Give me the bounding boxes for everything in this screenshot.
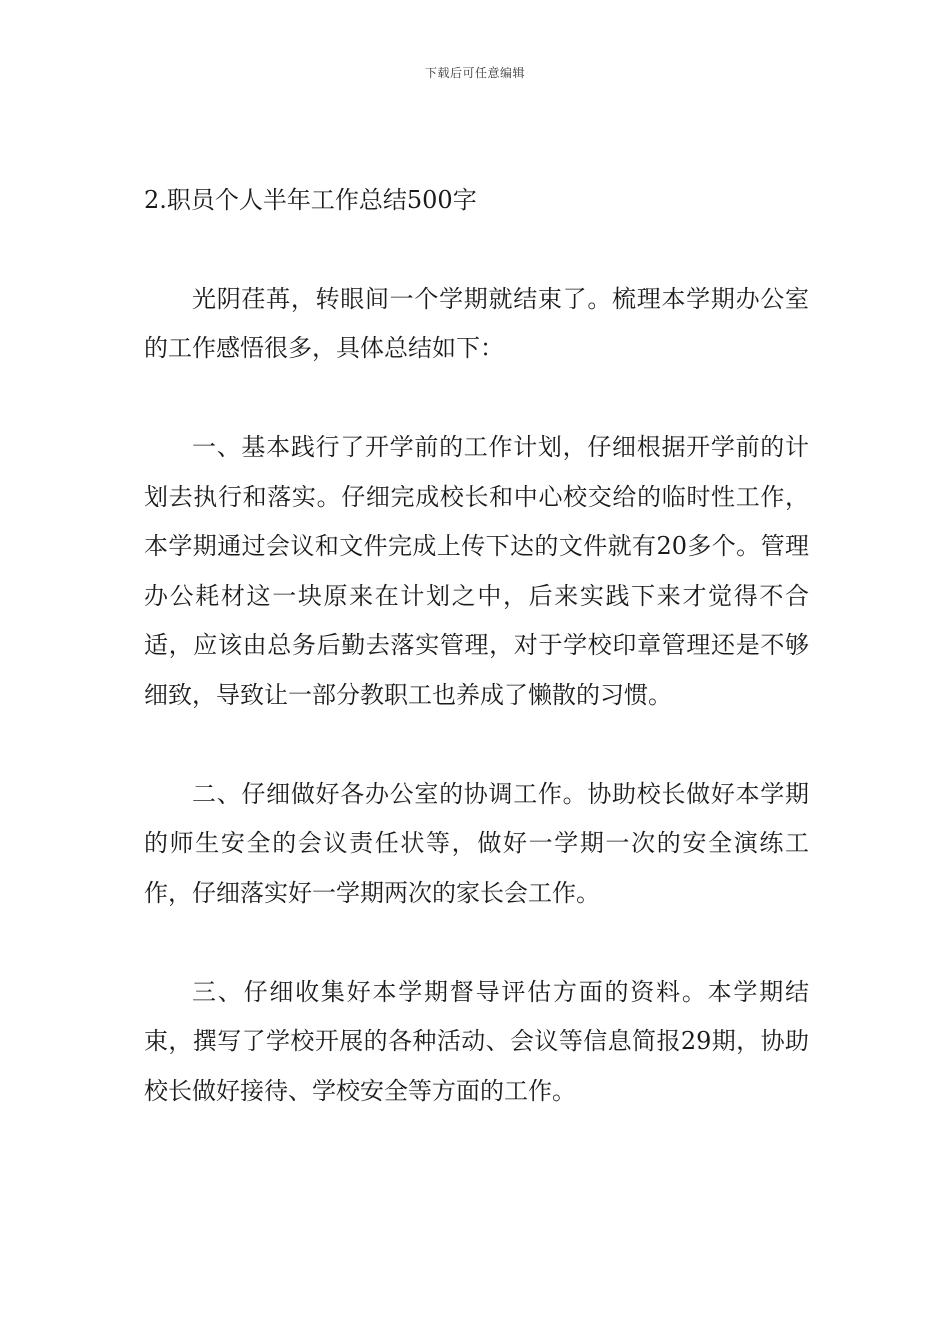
paragraph-section-1: 一、基本践行了开学前的工作计划，仔细根据开学前的计划去执行和落实。仔细完成校长和中心校交给的临时性工作，本学期通过会议和文件完成上传下达的文件就有20多个。管理办公耗材这一块原来在计划之中，后来实践下来才觉得不合适，应该由总务后勤去落实管理，对于学校印章管理还是不够细致，导致让一部分教职工也养成了懒散的习惯。: [144, 433, 809, 709]
document-title: 2.职员个人半年工作总结500字: [144, 186, 477, 214]
paragraph-section-2: 二、仔细做好各办公室的协调工作。协助校长做好本学期的师生安全的会议责任状等，做好一学期一次的安全演练工作，仔细落实好一学期两次的家长会工作。: [144, 779, 809, 907]
paragraph-intro: 光阴荏苒，转眼间一个学期就结束了。梳理本学期办公室的工作感悟很多，具体总结如下：: [144, 284, 809, 362]
header-note: 下载后可任意编辑: [424, 66, 525, 80]
paragraph-section-3: 三、仔细收集好本学期督导评估方面的资料。本学期结束，撰写了学校开展的各种活动、会议等信息简报29期，协助校长做好接待、学校安全等方面的工作。: [144, 977, 809, 1105]
document-body: [144, 176, 809, 1166]
